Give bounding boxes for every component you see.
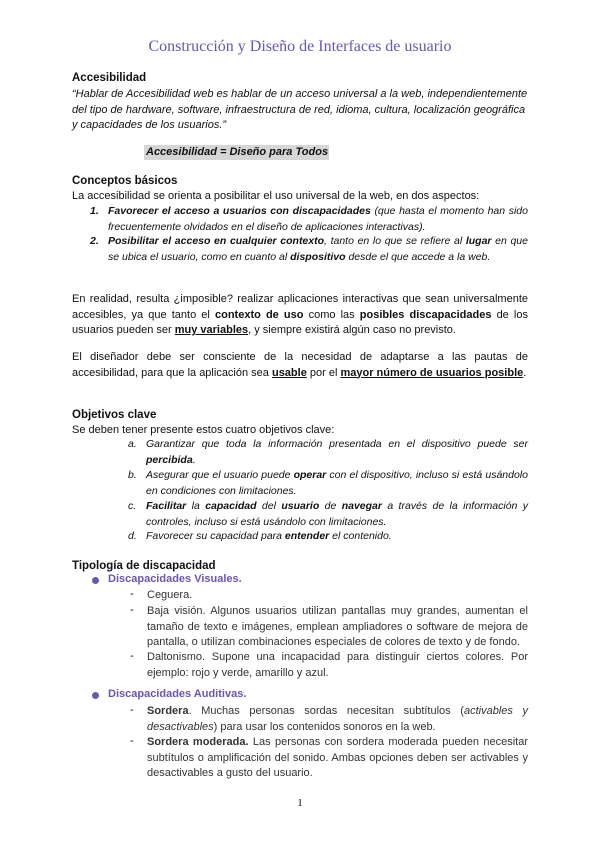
heading-conceptos: Conceptos básicos [72,175,178,187]
para2-e: . [523,366,527,379]
highlight-box: Accesibilidad = Diseño para Todos [146,146,329,158]
dash-a2: - [130,735,134,747]
obj-d-end: el contenido. [329,530,392,542]
conceptos-intro: La accesibilidad se orienta a posibilitar el uso universal de la web, en dos aspectos: [72,190,480,202]
obj-b-text: Asegurar que el usuario puede [146,469,294,481]
obj-c-b3: usuario [281,500,320,512]
list-number-1: 1. [90,205,99,217]
para1-a: En realidad, resulta ¿imposible? realizar aplicaciones interactivas que sean universalmente accesibles, ya que tanto el [72,293,528,321]
heading-objetivos: Objetivos clave [72,409,157,421]
para2-a: El diseñador debe ser consciente de la necesidad de adaptarse a las pautas de accesibilidad, para que la aplicación sea [72,351,528,379]
a2-bold: Sordera moderada. [147,736,249,748]
item2-end: desde el que accede a la web. [345,250,491,263]
a1-bold: Sordera [147,705,189,717]
item2-bold: Posibilitar el acceso en cualquier contexto [108,235,325,247]
objetivo-c [146,499,528,530]
dash-a1: - [130,704,134,716]
visuales-heading: Discapacidades Visuales. [108,573,242,585]
para2-d: mayor número de usuarios posible [340,366,524,379]
visuales-item-3: Daltonismo. Supone una incapacidad para distinguir ciertos colores. Por ejemplo: rojo y verde, amarillo y azul. [147,651,528,679]
obj-b-bold: operar [293,469,327,481]
auditivas-heading: Discapacidades Auditivas. [108,688,247,700]
conceptos-para2 [72,350,528,381]
page-number: 1 [297,797,303,809]
obj-c-t2: del [256,500,282,512]
objetivo-label-b: b. [128,469,137,481]
obj-c-t1: la [186,500,206,512]
visuales-item-1: Ceguera. [147,589,193,601]
obj-a-end: . [192,453,196,466]
a1-t1: . Muchas personas sordas necesitan subtítulos ( [188,705,464,717]
auditivas-item-2 [147,735,528,782]
objetivo-a [146,437,528,468]
a1-t2: ) para usar los contenidos sonoros en la web. [213,720,436,733]
list-item-2 [108,234,528,265]
obj-c-b2: capacidad [205,500,257,512]
obj-c-b4: navegar [341,500,382,512]
para1-e: de los usuarios pueden ser [72,308,528,336]
item1-bold: Favorecer el acceso a usuarios con discapacidades [108,205,371,217]
objetivos-intro: Se deben tener presente estos cuatro objetivos clave: [72,424,335,436]
dash-v3: - [130,650,134,662]
obj-d-bold: entender [284,530,330,542]
obj-d-text: Favorecer su capacidad para [146,530,285,542]
list-item-1 [108,204,528,235]
accesibilidad-quote: “Hablar de Accesibilidad web es hablar de un acceso universal a la web, independientemente del tipo de hardware, software, infraestructura de red, idioma, cultura, localización geográfica y capacidades de los usuarios.” [72,88,528,131]
item2-mid1: , tanto en lo que se refiere al [324,235,466,247]
list-number-2: 2. [90,235,99,247]
conceptos-para1 [72,292,528,339]
para2-b: usable [271,366,307,379]
heading-accesibilidad: Accesibilidad [72,72,147,84]
heading-tipologia: Tipología de discapacidad [72,560,216,572]
obj-c-t4: a través de la información y controles, incluso si está usándolo con limitaciones. [146,500,528,528]
dash-v2: - [130,604,134,616]
para1-f: muy variables [174,324,249,336]
objetivo-label-d: d. [128,530,137,542]
bullet-icon [92,577,99,584]
objetivo-label-c: c. [128,500,137,512]
visuales-item-2: Baja visión. Algunos usuarios utilizan pantallas muy grandes, aumentan el tamaño de texto e imágenes, emplean ampliadores o software de mejora de pantalla, o utilizan combinaciones especiales de colores de texto y de fondo. [147,605,528,648]
item2-dispositivo: dispositivo [290,250,346,263]
para1-b: contexto de uso [215,308,304,321]
bullet-icon [92,692,99,699]
para1-g: , y siempre existirá algún caso no previsto. [248,324,456,336]
dash-v1: - [130,588,134,600]
objetivo-label-a: a. [128,438,137,450]
item1-rest: (que hasta el momento han sido frecuentemente olvidados en el diseño de aplicaciones interactivas). [108,205,528,233]
obj-b-end: con el dispositivo, incluso si está usándolo en condiciones con limitaciones. [146,469,528,497]
page-title: Construcción y Diseño de Interfaces de usuario [148,38,452,55]
para1-d: posibles discapacidades [359,308,492,321]
item2-lugar: lugar [465,235,492,247]
para1-c: como las [303,308,360,321]
objetivo-b [146,468,528,499]
a2-t: Las personas con sordera moderada pueden necesitar subtítulos o amplificación del sonido. Ambas opciones deben ser activables y desactivables a gusto del usuario. [147,736,528,779]
para2-c: por el [306,366,341,379]
auditivas-item-1 [147,704,528,735]
obj-a-bold: percibida [146,453,193,466]
item2-mid2: en que se ubica el usuario, como en cuanto al [108,235,528,263]
obj-c-b1: Facilitar [146,500,187,512]
objetivo-d [146,529,528,545]
obj-c-t3: de [319,500,342,512]
a1-italic: activables y desactivables [147,705,528,733]
obj-a-text: Garantizar que toda la información presentada en el dispositivo puede ser [146,438,528,450]
